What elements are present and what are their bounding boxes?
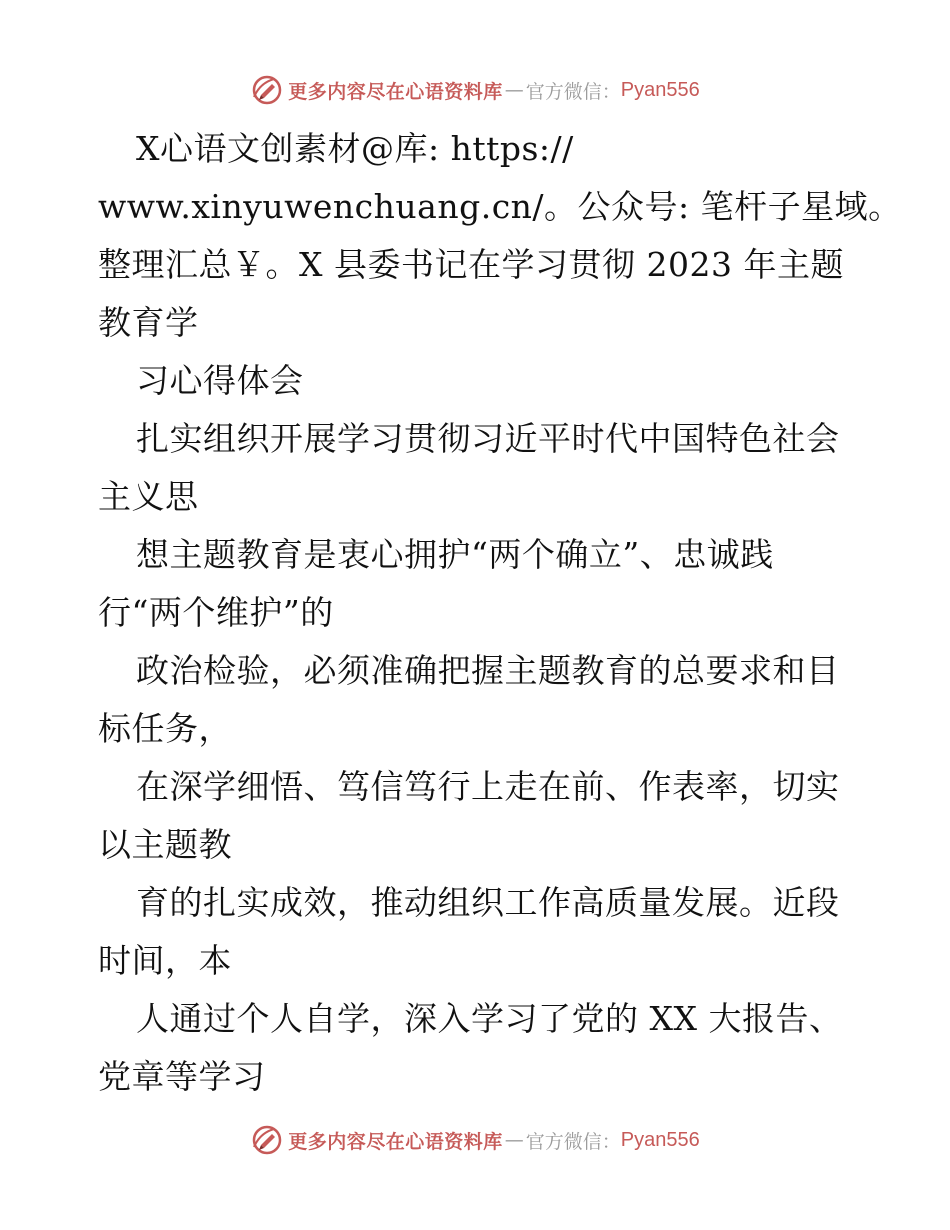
body-text-line: 扎实组织开展学习贯彻习近平时代中国特色社会	[136, 419, 840, 458]
body-text-line: X心语文创素材@库: https://	[136, 129, 574, 168]
pen-logo-icon	[250, 1123, 284, 1157]
header-banner	[0, 70, 950, 110]
document-body	[98, 120, 902, 1106]
footer-wechat-label: 官方微信：	[525, 1130, 621, 1153]
footer-slogan: 更多内容尽在心语资料库	[288, 1130, 503, 1153]
body-text-line: 想主题教育是衷心拥护“两个确立”、忠诚践	[136, 535, 774, 574]
body-text-line: 政治检验，必须准确把握主题教育的总要求和目	[136, 651, 840, 690]
footer-dash: —	[504, 1129, 524, 1151]
body-text-line: 习心得体会	[136, 361, 304, 400]
body-text-line: 在深学细悟、笃信笃行上走在前、作表率，切实	[136, 767, 840, 806]
body-text-line: 主义思	[98, 477, 199, 516]
header-dash: —	[504, 79, 524, 101]
body-text-line: 以主题教	[98, 825, 232, 864]
body-text-line: 行“两个维护”的	[98, 593, 334, 632]
body-text-line: 育的扎实成效，推动组织工作高质量发展。近段	[136, 883, 840, 922]
body-text-line: 人通过个人自学，深入学习了党的 XX 大报告、	[136, 999, 843, 1038]
header-slogan: 更多内容尽在心语资料库	[288, 80, 503, 103]
body-text-line: www.xinyuwenchuang.cn/。公众号: 笔杆子星域。	[98, 187, 902, 226]
body-text-line: 整理汇总￥。X 县委书记在学习贯彻 2023 年主题	[98, 245, 844, 284]
body-text-line: 教育学	[98, 303, 199, 342]
header-wechat-id: Pyan556	[620, 78, 700, 101]
body-text-line: 党章等学习	[98, 1057, 266, 1096]
header-wechat-label: 官方微信：	[525, 80, 621, 103]
footer-banner	[0, 1120, 950, 1160]
footer-wechat-id: Pyan556	[620, 1128, 700, 1151]
body-text-line: 标任务，	[98, 709, 232, 748]
body-text-line: 时间，本	[98, 941, 232, 980]
pen-logo-icon	[250, 73, 284, 107]
